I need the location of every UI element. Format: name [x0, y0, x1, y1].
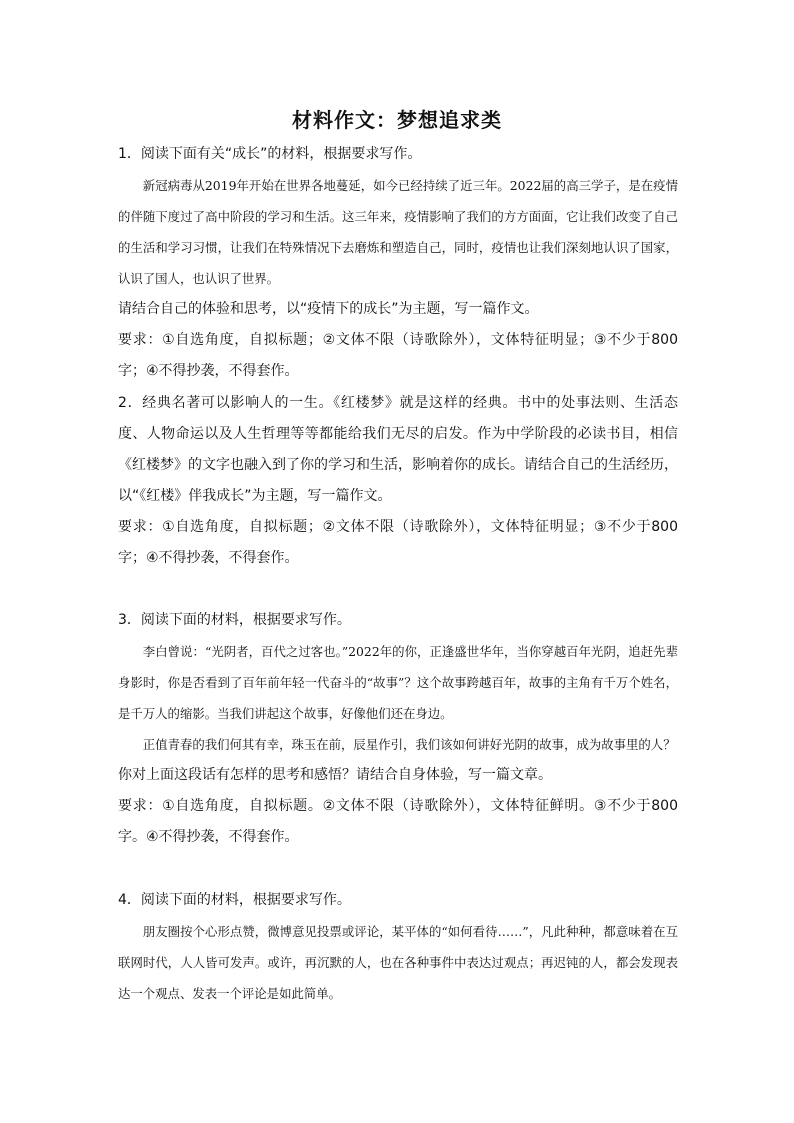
question-1 — [118, 139, 678, 387]
question-3-prompt: 你对上面这段话有怎样的思考和感悟？请结合自身体验，写一篇文章。 — [118, 767, 552, 783]
question-3-material-2: 正值青春的我们何其有幸，珠玉在前，辰星作引，我们该如何讲好光阴的故事，成为故事里的人？ — [142, 737, 676, 752]
question-4-heading: 4．阅读下面的材料，根据要求写作。 — [118, 892, 351, 908]
question-1-material: 新冠病毒从2019年开始在世界各地蔓延，如今已经持续了近三年。2022届的高三学子，是在疫情的伴随下度过了高中阶段的学习和生活。这三年来，疫情影响了我们的方方面面，它让我们改变了自己的生活和学习习惯，让我们在特殊情况下去磨炼和塑造自己，同时，疫情也让我们深刻地认识了国家，认识了国人，也认识了世界。 — [118, 178, 678, 286]
question-3-requirement: 要求：①自选角度，自拟标题。②文体不限（诗歌除外），文体特征鲜明。③不少于800字。④不得抄袭，不得套作。 — [118, 798, 678, 845]
question-3 — [118, 605, 678, 853]
question-2 — [118, 388, 678, 574]
question-4-material: 朋友圈按个心形点赞，微博意见投票或评论，某平体的“如何看待……”，凡此种种，都意味着在互联网时代，人人皆可发声。或许，再沉默的人，也在各种事件中表达过观点；再迟钝的人，都会发现表达一个观点、发表一个评论是如此简单。 — [118, 924, 678, 1001]
question-3-material-1: 李白曾说：“光阴者，百代之过客也。”2022年的你，正逢盛世华年，当你穿越百年光阴，追赶先辈身影时，你是否看到了百年前年轻一代奋斗的“故事”？这个故事跨越百年，故事的主角有千万个姓名，是千万人的缩影。当我们讲起这个故事，好像他们还在身边。 — [118, 644, 678, 721]
question-1-heading: 1．阅读下面有关“成长”的材料，根据要求写作。 — [118, 146, 422, 162]
question-4 — [118, 885, 678, 1009]
question-3-heading: 3．阅读下面的材料，根据要求写作。 — [118, 612, 351, 628]
question-2-heading: 2．经典名著可以影响人的一生。《红楼梦》就是这样的经典。书中的处事法则、生活态度、人物命运以及人生哲理等等都能给我们无尽的启发。作为中学阶段的必读书目，相信《红楼梦》的文字也融入到了你的学习和生活，影响着你的成长。请结合自己的生活经历，以“《红楼》伴我成长”为主题，写一篇作文。 — [118, 395, 678, 504]
question-1-requirement: 要求：①自选角度，自拟标题；②文体不限（诗歌除外），文体特征明显；③不少于800字；④不得抄袭，不得套作。 — [118, 332, 678, 379]
question-1-prompt: 请结合自己的体验和思考，以“疫情下的成长”为主题，写一篇作文。 — [118, 301, 539, 317]
page-title: 材料作文：梦想追求类 — [292, 108, 502, 132]
question-2-requirement: 要求：①自选角度，自拟标题；②文体不限（诗歌除外），文体特征明显；③不少于800字；④不得抄袭，不得套作。 — [118, 519, 678, 566]
